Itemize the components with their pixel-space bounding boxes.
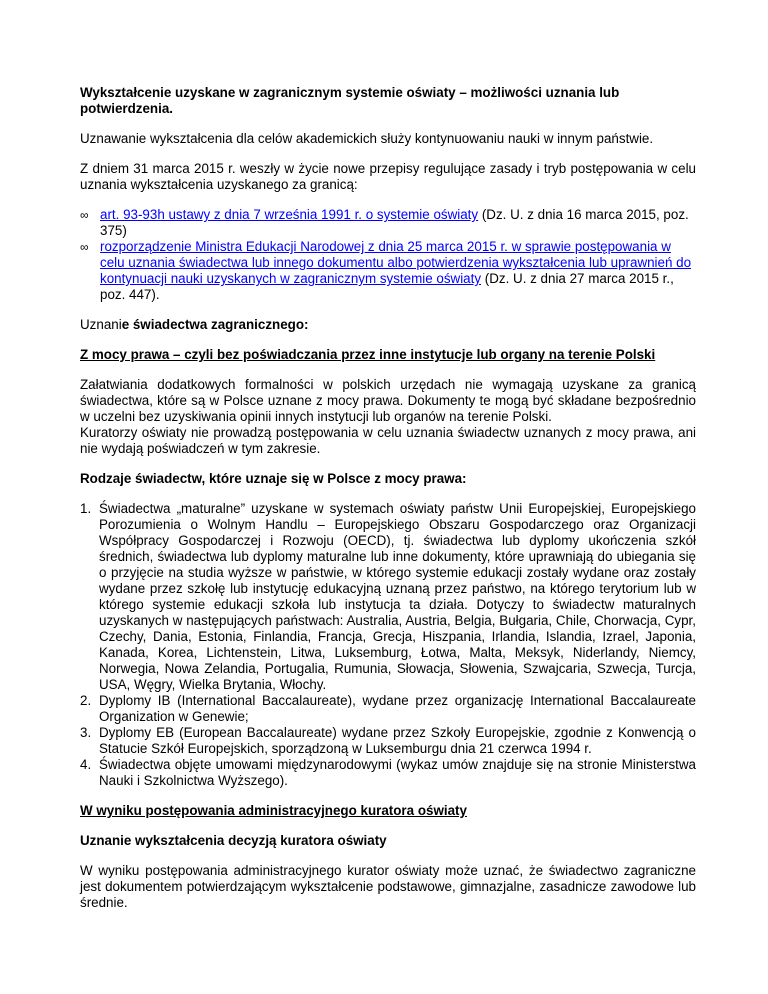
regulations-intro: Z dniem 31 marca 2015 r. weszły w życie nowe przepisy regulujące zasady i tryb postępowania w celu uznania wykształcenia uzyskanego za granicą:: [80, 161, 696, 192]
section2-paragraph: W wyniku postępowania administracyjnego kurator oświaty może uznać, że świadectwo zagraniczne jest dokumentem potwierdzającym wykształcenie podstawowe, gimnazjalne, zasadnicze zawodowe lub średnie.: [80, 863, 696, 910]
section1-heading: Z mocy prawa – czyli bez poświadczania przez inne instytucje lub organy na terenie Polski: [80, 347, 656, 362]
types-list: [80, 501, 696, 789]
statute-citation: (Dz. U. z dnia 16 marca 2015, poz. 375): [100, 207, 689, 238]
intro-paragraph: Uznawanie wykształcenia dla celów akademickich służy kontynuowaniu nauki w innym państwie.: [80, 131, 654, 146]
list-item: [80, 239, 696, 303]
list-item: [80, 501, 696, 693]
list-text: Dyplomy IB (International Baccalaureate), wydane przez organizację International Baccalaureate Organization w Genewie;: [99, 693, 696, 724]
list-item: [80, 207, 696, 239]
list-number: 1.: [80, 501, 92, 516]
recognition-heading: [80, 317, 696, 333]
list-text: Dyplomy EB (European Baccalaureate) wydane przez Szkoły Europejskie, zgodnie z Konwencją o Statucie Szkół Europejskich, sporządzoną w Luksemburgu dnia 21 czerwca 1994 r.: [99, 725, 696, 756]
statute-link[interactable]: art. 93-93h ustawy z dnia 7 września 1991 r. o systemie oświaty: [100, 207, 479, 222]
regulation-citation: (Dz. U. z dnia 27 marca 2015 r., poz. 447).: [100, 271, 674, 302]
list-text: Świadectwa objęte umowami międzynarodowymi (wykaz umów znajduje się na stronie Ministerstwa Nauki i Szkolnictwa Wyższego).: [99, 757, 696, 788]
section1-paragraph-2: Kuratorzy oświaty nie prowadzą postępowania w celu uznania świadectw uznanych z mocy prawa, ani nie wydają poświadczeń w tym zakresie.: [80, 425, 696, 456]
recognition-bold: e świadectwa zagranicznego:: [121, 317, 309, 332]
section1-paragraph: Załatwiania dodatkowych formalności w polskich urzędach nie wymagają uzyskane za granicą świadectwa, które są w Polsce uznane z mocy prawa. Dokumenty te mogą być składane bezpośrednio w uczelni bez uzyskiwania opinii innych instytucji lub organów na terenie Polski.: [80, 377, 696, 424]
bullet-icon: ∞: [80, 240, 89, 254]
list-item: [80, 693, 696, 725]
regulation-link[interactable]: rozporządzenie Ministra Edukacji Narodowej z dnia 25 marca 2015 r. w sprawie postępowania w celu uznania świadectwa lub innego dokumentu albo potwierdzenia wykształcenia lub uprawnień do kontynuacji nauki uzyskanych w zagranicznym systemie oświaty: [100, 239, 692, 286]
list-item: [80, 757, 696, 789]
bullet-icon: ∞: [80, 208, 89, 222]
list-text: Świadectwa „maturalne” uzyskane w systemach oświaty państw Unii Europejskiej, Europejskiego Porozumienia o Wolnym Handlu – Europejskiego Obszaru Gospodarczego oraz Organizacji Współpracy Gospodarczej i Rozwoju (OECD), tj. świadectwa lub dyplomy ukończenia szkół średnich, świadectwa lub dyplomy maturalne lub inne dokumenty, które uprawniają do ubiegania się o przyjęcie na studia wyższe w państwie, w którego systemie edukacji zostały wydane oraz zostały wydane przez szkołę lub instytucję edukacyjną uznaną przez państwo, na którego terytorium lub w którego systemie edukacji szkoła lub instytucja ta działa. Dotyczy to świadectw maturalnych uzyskanych w następujących państwach: Australia, Austria, Belgia, Bułgaria, Chile, Chorwacja, Cypr, Czechy, Dania, Estonia, Finlandia, Francja, Grecja, Hiszpania, Irlandia, Islandia, Izrael, Japonia, Kanada, Korea, Lichtenstein, Litwa, Luksemburg, Łotwa, Malta, Meksyk, Niderlandy, Niemcy, Norwegia, Nowa Zelandia, Portugalia, Rumunia, Słowacja, Słowenia, Szwajcaria, Szwecja, Turcja, USA, Węgry, Wielka Brytania, Włochy.: [99, 501, 696, 692]
list-number: 2.: [80, 693, 92, 708]
section2-heading: W wyniku postępowania administracyjnego kuratora oświaty: [80, 803, 467, 818]
document-title: Wykształcenie uzyskane w zagranicznym systemie oświaty – możliwości uznania lub potwierdzenia.: [80, 85, 620, 116]
list-item: [80, 725, 696, 757]
list-number: 4.: [80, 757, 92, 772]
types-heading: Rodzaje świadectw, które uznaje się w Polsce z mocy prawa:: [80, 471, 467, 486]
recognition-prefix: Uznani: [80, 317, 122, 332]
section2-subheading: Uznanie wykształcenia decyzją kuratora oświaty: [80, 833, 387, 848]
regulations-list: [80, 207, 696, 303]
list-number: 3.: [80, 725, 92, 740]
